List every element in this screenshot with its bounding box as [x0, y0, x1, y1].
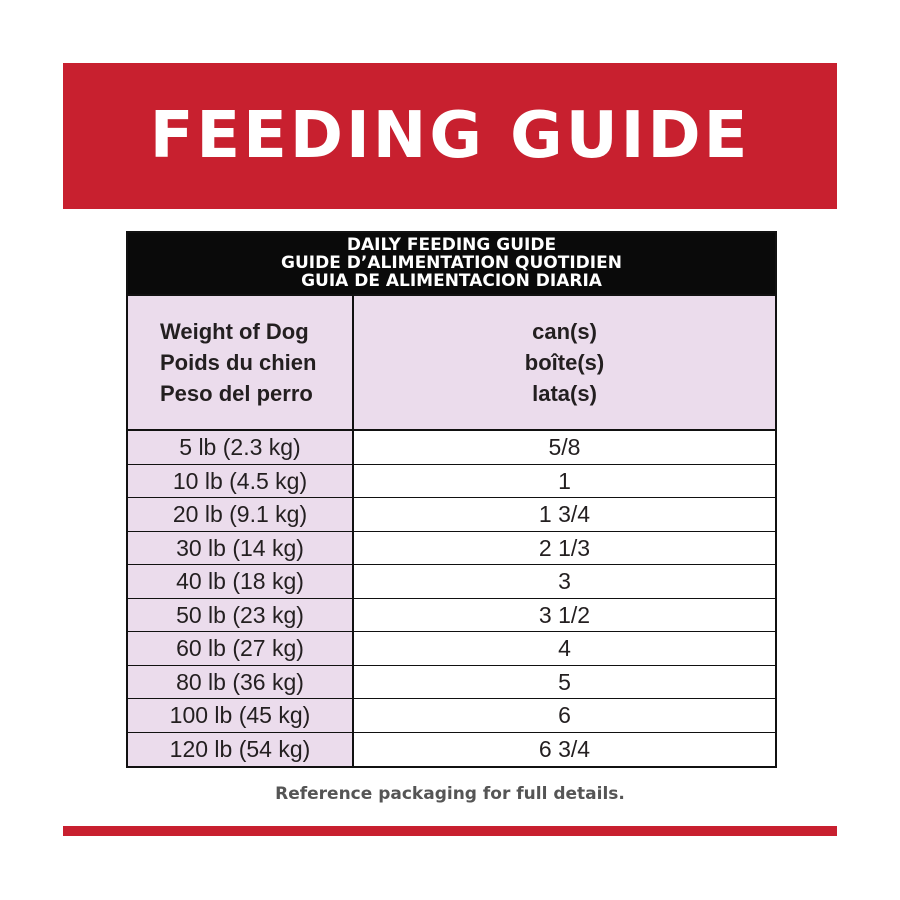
- weight-header-spanish: Peso del perro: [160, 381, 313, 406]
- weight-cell: 10 lb (4.5 kg): [128, 465, 354, 498]
- title-banner: [63, 63, 837, 209]
- table-title-spanish: GUIA DE ALIMENTACION DIARIA: [301, 271, 602, 291]
- table-row: [128, 532, 775, 566]
- table-body: [128, 431, 775, 766]
- column-headers: [128, 294, 775, 431]
- table-row: [128, 498, 775, 532]
- feeding-table: [126, 231, 777, 768]
- table-title: [128, 233, 775, 294]
- weight-cell: 60 lb (27 kg): [128, 632, 354, 665]
- weight-column-header: [128, 296, 354, 429]
- table-row: [128, 733, 775, 767]
- table-row: [128, 431, 775, 465]
- weight-cell: 40 lb (18 kg): [128, 565, 354, 598]
- amount-header-french: boîte(s): [524, 350, 605, 375]
- cans-cell: 2 1/3: [354, 532, 775, 565]
- cans-cell: 5/8: [354, 431, 775, 464]
- cans-cell: 1 3/4: [354, 498, 775, 531]
- amount-header-english: can(s): [532, 319, 597, 344]
- cans-cell: 4: [354, 632, 775, 665]
- table-title-french: GUIDE D’ALIMENTATION QUOTIDIEN: [281, 253, 622, 273]
- table-row: [128, 632, 775, 666]
- weight-cell: 100 lb (45 kg): [128, 699, 354, 732]
- table-title-english: DAILY FEEDING GUIDE: [346, 235, 557, 255]
- cans-cell: 6: [354, 699, 775, 732]
- table-row: [128, 465, 775, 499]
- weight-cell: 80 lb (36 kg): [128, 666, 354, 699]
- cans-cell: 1: [354, 465, 775, 498]
- cans-cell: 3: [354, 565, 775, 598]
- table-row: [128, 599, 775, 633]
- weight-cell: 50 lb (23 kg): [128, 599, 354, 632]
- weight-cell: 30 lb (14 kg): [128, 532, 354, 565]
- weight-header-english: Weight of Dog: [160, 319, 309, 344]
- weight-cell: 20 lb (9.1 kg): [128, 498, 354, 531]
- footnote: Reference packaging for full details.: [275, 784, 625, 804]
- amount-column-header: [354, 296, 775, 429]
- page-title: FEEDING GUIDE: [149, 99, 751, 173]
- bottom-divider: [63, 826, 837, 836]
- weight-header-french: Poids du chien: [160, 350, 317, 375]
- weight-cell: 5 lb (2.3 kg): [128, 431, 354, 464]
- table-row: [128, 666, 775, 700]
- table-row: [128, 565, 775, 599]
- weight-cell: 120 lb (54 kg): [128, 733, 354, 767]
- cans-cell: 6 3/4: [354, 733, 775, 767]
- cans-cell: 3 1/2: [354, 599, 775, 632]
- amount-header-spanish: lata(s): [532, 381, 597, 406]
- cans-cell: 5: [354, 666, 775, 699]
- table-row: [128, 699, 775, 733]
